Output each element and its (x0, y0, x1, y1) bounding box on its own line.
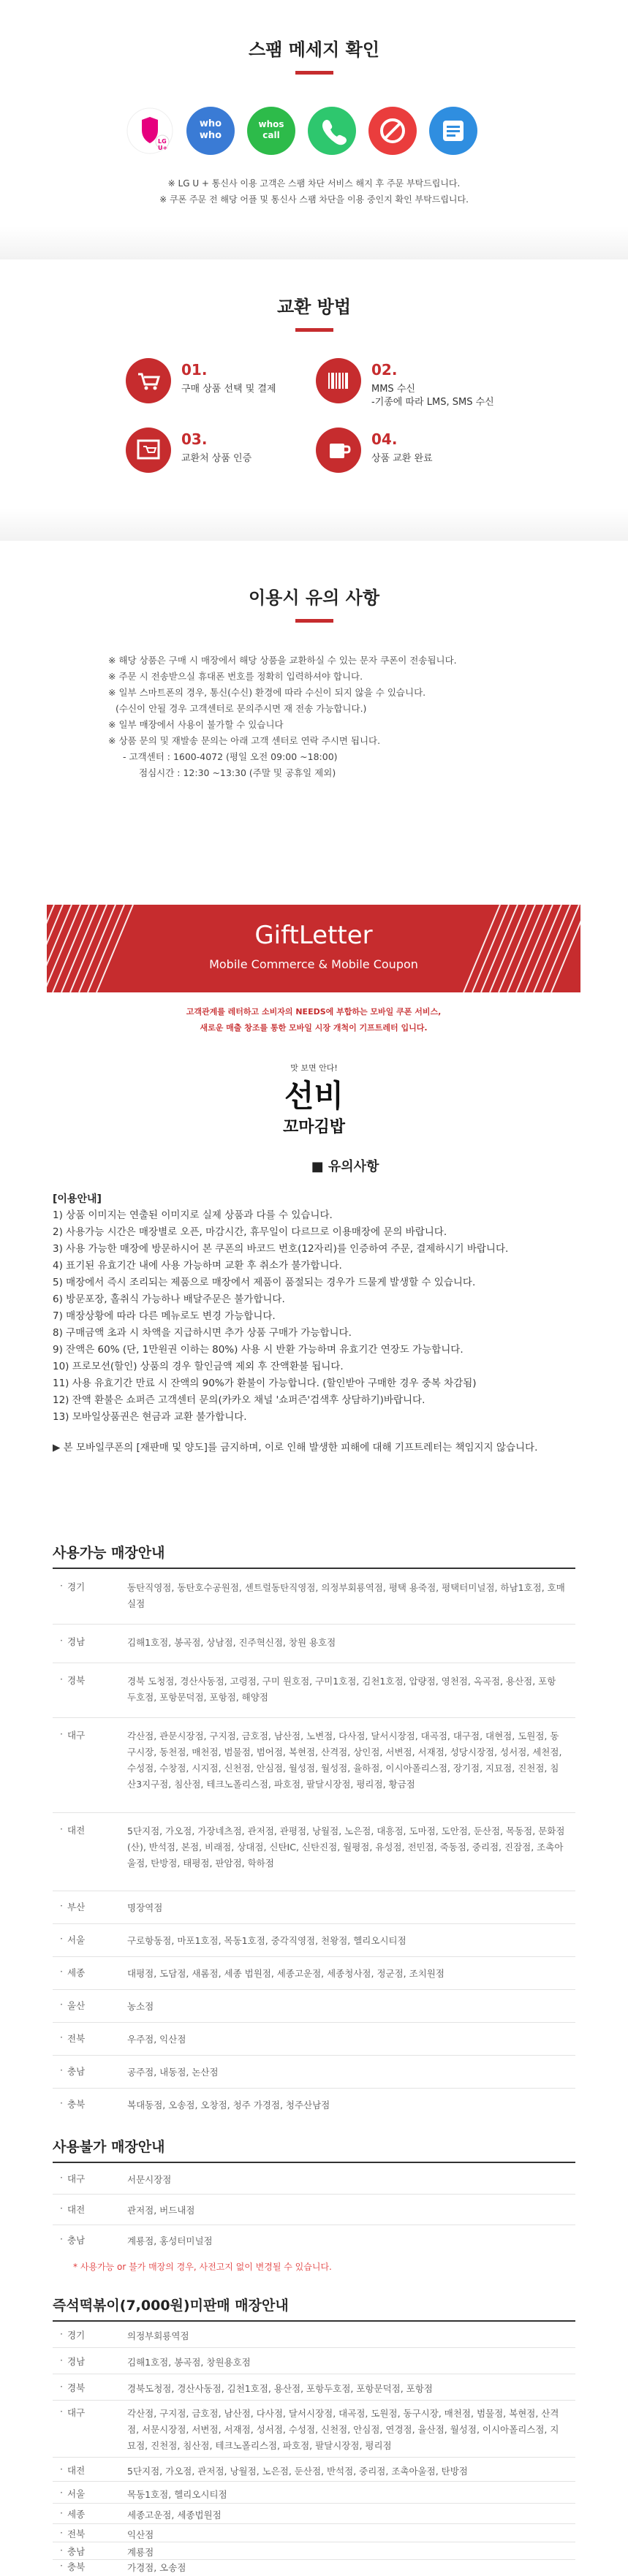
exchange-section (0, 259, 628, 533)
table-row: · 전북 익산점 (53, 2527, 575, 2542)
caution-warning: ▶ 본 모바일쿠폰의 [재판매 및 양도]를 금지하며, 이로 인해 발생한 피해에 대해 기프트레터는 책임지지 않습니다. (53, 1442, 538, 1454)
caution-intro: [이용안내] (53, 1193, 102, 1205)
exchange-title: 교환 방법 (0, 292, 628, 332)
table-row: · 경북 경북 도청점, 경산사동점, 고령점, 구미 원호점, 구미1호점, 김천1호점, 압량점, 영천점, 옥곡점, 용산점, 포항 두호점, 포항문덕점, 포항점, 해양점 (53, 1673, 575, 1717)
spam-title: 스팸 메세지 확인 (0, 35, 628, 75)
usage-section (0, 541, 628, 899)
brand-tagline: 맛 보면 안다! (290, 1063, 338, 1073)
banner-line1: 고객관계를 레터하고 소비자의 NEEDS에 부합하는 모바일 쿠폰 서비스, (186, 1007, 442, 1017)
step-01: 01. 구매 상품 선택 및 결제 (126, 358, 316, 403)
title-underline (295, 328, 333, 332)
table-row: · 경남 김해1호점, 봉곡점, 상남점, 진주혁신점, 창원 용호점 (53, 1635, 575, 1663)
table-row: · 세종 세종고운점, 세종법원점 (53, 2507, 575, 2523)
step-04: 04. 상품 교환 완료 (316, 428, 506, 473)
table-row: · 대전 5단지점, 가오점, 관저점, 낭월점, 노은점, 둔산점, 반석점, 중리점, 조촉아울점, 탄방점 (53, 2463, 575, 2481)
spam-notes: ※ LG U + 통신사 이용 고객은 스팸 차단 서비스 해지 후 주문 부탁드립니다. ※ 쿠폰 주문 전 해당 어플 및 통신사 스팸 차단을 이용 중인지 확인 부탁드립니다. (159, 178, 469, 205)
brand-logo-bottom: 꼬마김밥 (282, 1117, 345, 1136)
brand-logo-top: 선비 (284, 1078, 344, 1114)
spam-section (0, 0, 628, 241)
title-underline (295, 619, 333, 623)
cup-icon (316, 428, 361, 473)
unavailable-note: * 사용가능 or 불가 매장의 경우, 사전고지 없이 변경될 수 있습니다. (73, 2262, 332, 2272)
barcode-icon (316, 358, 361, 403)
table-row: · 대구 각산점, 관문시장점, 구지점, 금호점, 남산점, 노변점, 다사점, 달서시장점, 대곡점, 대구점, 대현점, 도원점, 동구시장, 동천점, 매천점, 범물점, 범어점, 복현점, 산격점, 상인점, 서변점, 서재점, 성당시장점, 성서점, 세천점, 수성점, 수창점, 시지점, 신천점, 안심점, 월성점, 월성점, 율하점, 이시아폴리스점, 장기점, 지묘점, 진천점, 침산3지구점, 침산점, 테크노폴리스점, 파호점, 팔달시장점, 평리점, 황금점 (53, 1728, 575, 1812)
usage-title: 이용시 유의 사항 (0, 583, 628, 623)
banner-line2: 새로운 매출 창조를 통한 모바일 시장 개척이 기프트레터 입니다. (200, 1023, 428, 1033)
tteok-rule (53, 2320, 575, 2322)
store-cart-icon (126, 428, 171, 473)
section-divider (0, 227, 628, 259)
message-icon (429, 107, 477, 155)
usage-notice-list: ※ 해당 상품은 구매 시 매장에서 해당 상품을 교환하실 수 있는 문자 쿠폰이 전송됩니다. ※ 주문 시 전송받으실 휴대폰 번호를 정확히 입력하셔야 합니다. ※ 일부 스마트폰의 경우, 통신(수신) 환경에 따라 수신이 되지 않을 수 있습니다. (수신이 안될 경우 고객센터로 문의주시면 재 전송 가능합니다.) ※ 일부 매장에서 사용이 불가할 수 있습니다 ※ 상품 문의 및 재발송 문의는 아래 고객 센터로 연락 주시면 됩니다. - 고객센터 : 1600-4072 (평일 오전 09:00 ~18:00) 점심시간 : 12:30 ~13:30 (주말 및 공휴일 제외) (108, 655, 457, 778)
caution-title: ■ 유의사항 (311, 1159, 379, 1174)
table-row: · 충북 복대동점, 오송점, 오창점, 청주 가경점, 청주산남점 (53, 2097, 575, 2121)
table-row: · 전북 우주점, 익산점 (53, 2032, 575, 2055)
table-row: · 경남 김해1호점, 봉곡점, 창원용호점 (53, 2355, 575, 2374)
banner-brand: GiftLetter (254, 921, 373, 950)
call-phone-icon (308, 107, 356, 155)
step-02: 02. MMS 수신 -기종에 따라 LMS, SMS 수신 (316, 358, 506, 403)
spam-block-icon (368, 107, 417, 155)
lg-uplus-spam-icon: LG U+ (126, 107, 174, 155)
tteok-title: 즉석떡볶이(7,000원)미판매 매장안내 (53, 2298, 289, 2314)
available-rule (53, 1568, 575, 1569)
unavailable-rule (53, 2162, 575, 2163)
step-03: 03. 교환처 상품 인증 (126, 428, 316, 473)
table-row: · 세종 대평점, 도담점, 새롬점, 세종 법원점, 세종고운점, 세종청사점, 정군점, 조치원점 (53, 1966, 575, 1989)
available-title: 사용가능 매장안내 (53, 1545, 165, 1561)
cart-icon (126, 358, 171, 403)
table-row: · 부산 명장역점 (53, 1900, 575, 1923)
caution-list: 1) 상품 이미지는 연출된 이미지로 실제 상품과 다를 수 있습니다. 2) 사용가능 시간은 매장별로 오픈, 마감시간, 휴무일이 다르므로 이용매장에 문의 바랍니다. 3) 사용 가능한 매장에 방문하시어 본 쿠폰의 바코드 번호(12자리)를 인증하여 주문, 결제하시기 바랍니다. 4) 표기된 유효기간 내에 사용 가능하며 교환 후 취소가 불가합니다. 5) 매장에서 즉시 조리되는 제품으로 매장에서 제품이 품절되는 경우가 드물게 발생할 수 있습니다. 6) 방문포장, 홀취식 가능하나 배달주문은 불가합니다. 7) 매장상황에 따라 다른 메뉴로도 변경 가능합니다. 8) 구매금액 초과 시 차액을 지급하시면 추가 상품 구매가 가능합니다. 9) 잔액은 60% (단, 1만원권 이하는 80%) 사용 시 반환 가능하며 유효기간 연장도 가능합니다. 10) 프로모션(할인) 상품의 경우 할인금액 제외 후 잔액환불 됩니다. 11) 사용 유효기간 만료 시 잔액의 90%가 환불이 가능합니다. (할인받아 구매한 경우 중복 차감됨) 12) 잔액 환불은 쇼퍼즌 고객센터 문의(카카오 채널 '쇼퍼즌'검색후 상담하기)바랍니다. 13) 모바일상품권은 현금과 교환 불가합니다. (53, 1209, 509, 1423)
title-underline (295, 71, 333, 75)
table-row: · 경기 의정부회룡역점 (53, 2328, 575, 2347)
table-row: · 충북 가경점, 오송점 (53, 2560, 575, 2575)
giftletter-banner (47, 905, 580, 1047)
table-row: · 서울 목동1호점, 헬리오시티점 (53, 2487, 575, 2503)
table-row: · 충남 계룡점 (53, 2545, 575, 2559)
whowho-icon: who who (186, 107, 235, 155)
table-row: · 경북 경북도청점, 경산사동점, 김천1호점, 용산점, 포항두호점, 포항문덕점, 포항점 (53, 2381, 575, 2400)
whos-call-icon: whos call (247, 107, 295, 155)
unavailable-title: 사용불가 매장안내 (53, 2139, 165, 2155)
section-divider (0, 508, 628, 541)
table-row: · 경기 동탄직영점, 동탄호수공원점, 센트럴동탄직영점, 의정부회룡역점, 평택 용죽점, 평택터미널점, 하남1호점, 호매실점 (53, 1580, 575, 1624)
table-row: · 대구 각산점, 구지점, 금호점, 남산점, 다사점, 달서시장점, 대곡점, 도원점, 동구시장, 매천점, 범물점, 복현점, 산격점, 서문시장점, 서변점, 서재점, 성서점, 수성점, 신천점, 안심점, 연경점, 율산점, 월성점, 이시아폴리스점, 지묘점, 진천점, 침산점, 테크노폴리스점, 파호점, 팔달시장점, 평리점 (53, 2406, 575, 2457)
table-row: · 충남 계룡점, 홍성터미널점 (53, 2233, 575, 2255)
table-row: · 서울 구로항동점, 마포1호점, 목동1호점, 중각직영점, 천왕점, 헬리오시티점 (53, 1933, 575, 1956)
brand-logo (0, 1056, 628, 1155)
table-row: · 울산 농소점 (53, 1999, 575, 2022)
caution-section (53, 1156, 579, 1454)
table-row: · 대전 5단지점, 가오점, 가장네츠점, 관저점, 관평점, 낭월점, 노은점, 대흥점, 도마점, 도안점, 둔산점, 목동점, 문화점(산), 반석점, 본점, 비래점, 상대점, 신탄IC, 신탄진점, 월평점, 유성점, 전민점, 죽동점, 중리점, 진잠점, 조촉아울점, 탄방점, 태평점, 판암점, 학하점 (53, 1823, 575, 1891)
table-row: · 대전 관저점, 버드내점 (53, 2203, 575, 2224)
banner-tagline: Mobile Commerce & Mobile Coupon (209, 957, 418, 971)
table-row: · 대구 서문시장점 (53, 2172, 575, 2194)
table-row: · 충남 공주점, 내동점, 논산점 (53, 2064, 575, 2088)
